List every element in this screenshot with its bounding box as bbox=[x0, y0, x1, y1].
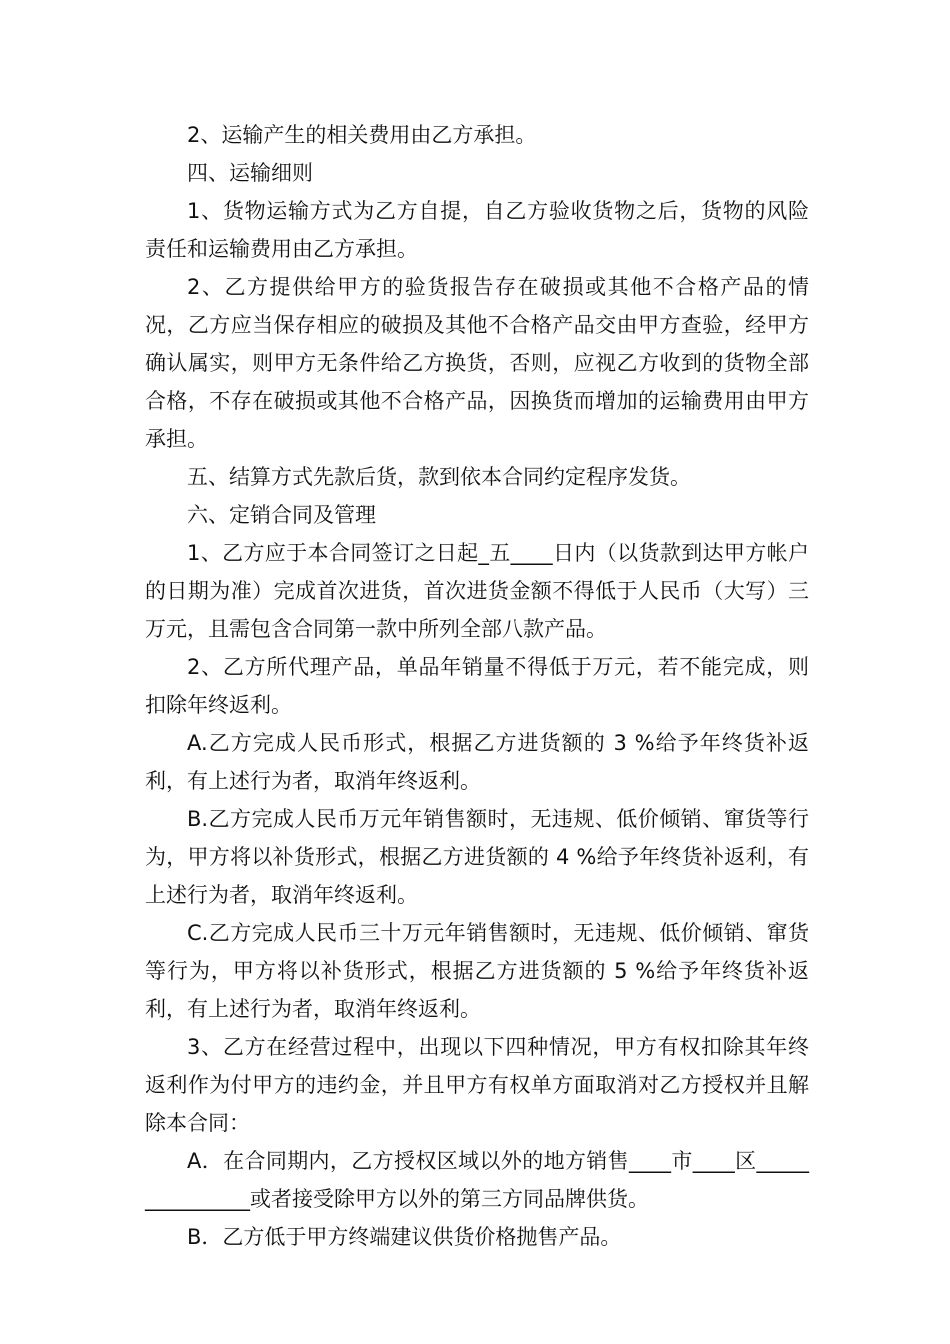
paragraph-inspection-report: 2、乙方提供给甲方的验货报告存在破损或其他不合格产品的情况，乙方应当保存相应的破损及其他不合格产品交由甲方查验，经甲方确认属实，则甲方无条件给乙方换货，否则，应视乙方收到的货物全部合格，不存在破损或其他不合格产品，因换货而增加的运输费用由甲方承担。 bbox=[145, 275, 809, 451]
paragraph-annual-sales: 2、乙方所代理产品，单品年销量不得低于万元，若不能完成，则扣除年终返利。 bbox=[145, 655, 809, 717]
paragraph-violations: 3、乙方在经营过程中，出现以下四种情况，甲方有权扣除其年终返利作为付甲方的违约金，并且甲方有权单方面取消对乙方授权并且解除本合同： bbox=[145, 1035, 809, 1135]
document-page bbox=[145, 116, 809, 1256]
paragraph-rebate-c: C.乙方完成人民币三十万元年销售额时，无违规、低价倾销、窜货等行为，甲方将以补货形式，根据乙方进货额的 5 %给予年终货补返利，有上述行为者，取消年终返利。 bbox=[145, 921, 809, 1021]
paragraph-rebate-a: A.乙方完成人民币形式，根据乙方进货额的 3 %给予年终货补返利，有上述行为者，取消年终返利。 bbox=[145, 731, 809, 793]
heading-transport-rules: 四、运输细则 bbox=[187, 161, 313, 185]
paragraph-first-purchase: 1、乙方应于本合同签订之日起_五____日内（以货款到达甲方帐户的日期为准）完成首次进货，首次进货金额不得低于人民币（大写）三万元，且需包含合同第一款中所列全部八款产品。 bbox=[145, 541, 809, 641]
paragraph-transport-cost: 2、运输产生的相关费用由乙方承担。 bbox=[187, 123, 537, 147]
paragraph-rebate-b: B.乙方完成人民币万元年销售额时，无违规、低价倾销、窜货等行为，甲方将以补货形式，根据乙方进货额的 4 %给予年终货补返利，有上述行为者，取消年终返利。 bbox=[145, 807, 809, 907]
heading-settlement: 五、结算方式先款后货，款到依本合同约定程序发货。 bbox=[187, 465, 691, 489]
heading-sales-contract: 六、定销合同及管理 bbox=[187, 503, 376, 527]
paragraph-violation-b: B．乙方低于甲方终端建议供货价格抛售产品。 bbox=[187, 1225, 622, 1249]
paragraph-transport-method: 1、货物运输方式为乙方自提，自乙方验收货物之后，货物的风险责任和运输费用由乙方承担。 bbox=[145, 199, 809, 261]
paragraph-violation-a: A．在合同期内，乙方授权区域以外的地方销售____市____区_______________或者接受除甲方以外的第三方同品牌供货。 bbox=[145, 1149, 809, 1211]
